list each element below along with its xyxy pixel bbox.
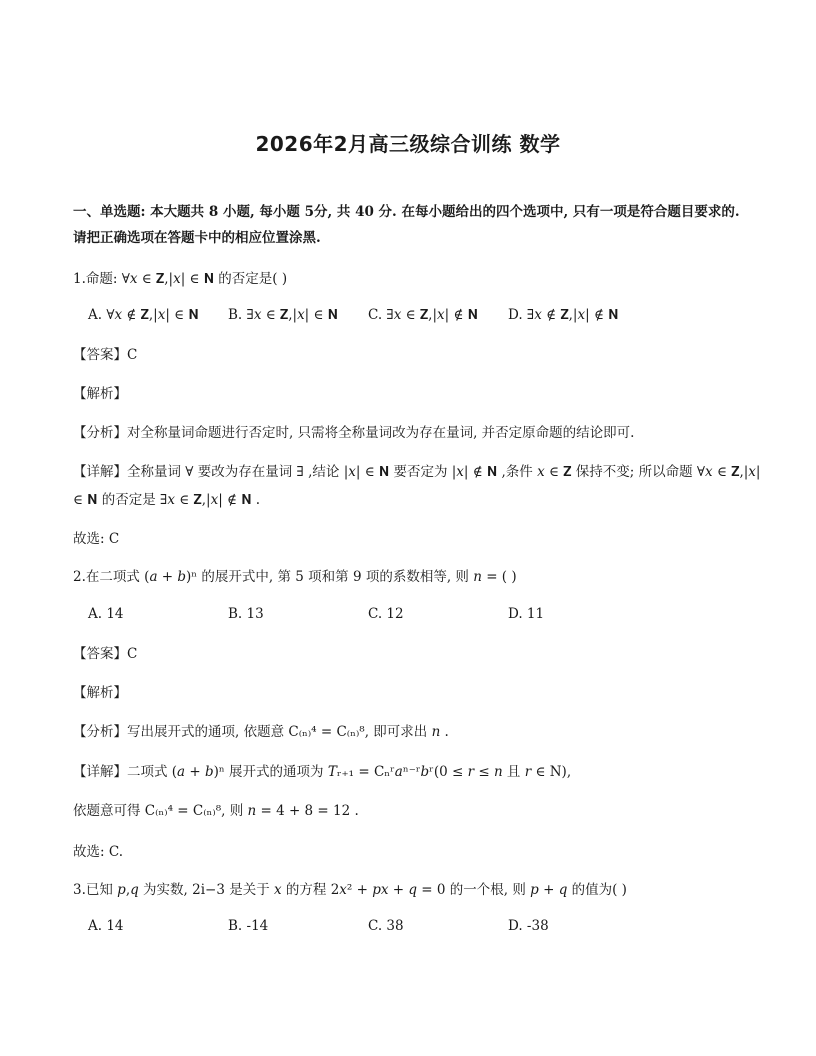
question-3-option-a: A. 14 [88,918,124,934]
question-1-xiangjie-line1: 【详解】全称量词 ∀ 要改为存在量词 ∃ ,结论 |𝑥| ∈ 𝐍 要否定为 |𝑥| ∉ 𝐍 ,条件 𝑥 ∈ 𝐙 保持不变; 所以命题 ∀𝑥 ∈ 𝐙,|𝑥| [73,464,761,480]
question-1-fenxi: 【分析】对全称量词命题进行否定时, 只需将全称量词改为存在量词, 并否定原命题的结论即可. [73,425,635,441]
question-2-stem: 2.在二项式 (𝑎 + 𝑏)ⁿ 的展开式中, 第 5 项和第 9 项的系数相等, 则 𝑛 = ( ) [73,569,517,585]
question-2-fenxi: 【分析】写出展开式的通项, 依题意 C₍ₙ₎⁴ = C₍ₙ₎⁸, 即可求出 𝑛 . [73,724,449,740]
question-1-analysis-label: 【解析】 [73,386,127,402]
question-1-option-c: C. ∃𝑥 ∈ 𝐙,|𝑥| ∉ 𝐍 [368,307,478,323]
question-2-option-d: D. 11 [508,606,545,622]
question-3-options [88,918,748,938]
question-2-answer: 【答案】C [73,646,138,662]
question-2-options [88,606,748,626]
question-3-option-c: C. 38 [368,918,404,934]
question-1-options [88,307,748,327]
section-heading-line1: 一、单选题: 本大题共 8 小题, 每小题 5分, 共 40 分. 在每小题给出的四个选项中, 只有一项是符合题目要求的. [73,204,740,220]
question-1-option-d: D. ∃𝑥 ∉ 𝐙,|𝑥| ∉ 𝐍 [508,307,619,323]
question-3-stem: 3.已知 𝑝,𝑞 为实数, 2i−3 是关于 𝑥 的方程 2𝑥² + 𝑝𝑥 + 𝑞 = 0 的一个根, 则 𝑝 + 𝑞 的值为( ) [73,882,627,898]
question-3-option-d: D. -38 [508,918,549,934]
question-1-choose: 故选: C [73,531,120,547]
question-2-option-a: A. 14 [88,606,124,622]
question-2-analysis-label: 【解析】 [73,685,127,701]
question-1-answer: 【答案】C [73,347,138,363]
question-2-choose: 故选: C. [73,844,123,860]
section-heading-line2: 请把正确选项在答题卡中的相应位置涂黑. [73,230,321,246]
question-1-xiangjie-line2: ∈ 𝐍 的否定是 ∃𝑥 ∈ 𝐙,|𝑥| ∉ 𝐍 . [73,492,261,508]
question-1-option-b: B. ∃𝑥 ∈ 𝐙,|𝑥| ∈ 𝐍 [228,307,338,323]
question-3-option-b: B. -14 [228,918,269,934]
question-2-option-c: C. 12 [368,606,404,622]
question-1-stem: 1.命题: ∀𝑥 ∈ 𝐙,|𝑥| ∈ 𝐍 的否定是( ) [73,271,288,287]
question-2-xiangjie-line2: 依题意可得 C₍ₙ₎⁴ = C₍ₙ₎⁸, 则 𝑛 = 4 + 8 = 12 . [73,803,359,819]
question-2-option-b: B. 13 [228,606,264,622]
question-2-xiangjie-line1: 【详解】二项式 (𝑎 + 𝑏)ⁿ 展开式的通项为 𝑇ᵣ₊₁ = Cₙʳ𝑎ⁿ⁻ʳ𝑏ʳ(0 ≤ 𝑟 ≤ 𝑛 且 𝑟 ∈ N), [73,764,572,780]
page-title: 2026年2月高三级综合训练 数学 [255,132,561,156]
question-1-option-a: A. ∀𝑥 ∉ 𝐙,|𝑥| ∈ 𝐍 [88,307,199,323]
